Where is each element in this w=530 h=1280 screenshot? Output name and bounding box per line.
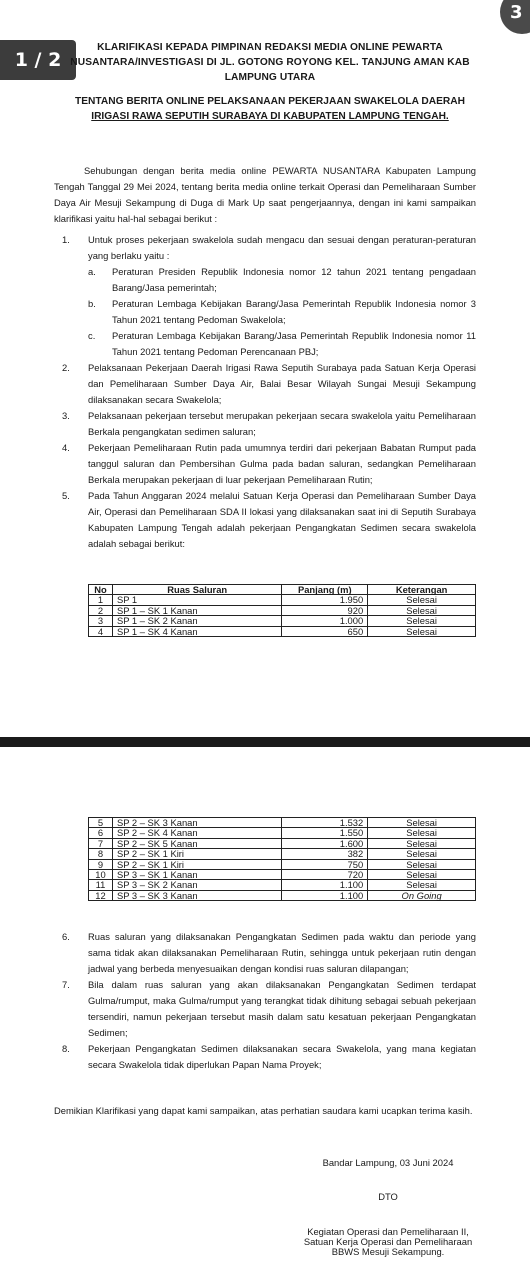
title-line: NUSANTARA/INVESTIGASI DI JL. GOTONG ROYONG KEL. TANJUNG AMAN KAB: [70, 57, 470, 68]
signature-place-date: Bandar Lampung, 03 Juni 2024: [322, 1157, 454, 1168]
cell-ruas: SP 1: [112, 595, 281, 605]
cell-ruas: SP 2 – SK 4 Kanan: [112, 828, 281, 838]
cell-no: 3: [89, 616, 113, 626]
list-number: c.: [88, 330, 96, 341]
list-number: 4.: [62, 442, 70, 453]
list-text: Bila dalam ruas saluran yang akan dilaksanakan Pengangkatan Sedimen terdapat Gulma/rumput, maka Gulma/rumput yang terangkat tidak dihitung sebagai sebuah pekerjaan tersendiri, namun pekerjaan tersebut masih dalam satu kesatuan pekerjaan Pengangkatan Sedimen;: [88, 979, 476, 1038]
sub-list: [88, 264, 476, 360]
intro-paragraph: Sehubungan dengan berita media online PEWARTA NUSANTARA Kabupaten Lampung Tengah Tanggal 29 Mei 2024, tentang berita media online terkait Operasi dan Pemeliharaan Sumber Daya Air Mesuji Sekampung di Duga di Mark Up saat pengerjaannya, dengan ini kami sampaikan klarifikasi yaitu hal-hal sebagai berikut :: [54, 165, 476, 224]
cell-ruas: SP 2 – SK 1 Kiri: [112, 859, 281, 869]
list-item: [54, 1041, 476, 1073]
cell-ruas: SP 2 – SK 1 Kiri: [112, 849, 281, 859]
list-number: a.: [88, 266, 96, 277]
subject-line-2: IRIGASI RAWA SEPUTIH SURABAYA DI KABUPATEN LAMPUNG TENGAH.: [91, 111, 449, 122]
table-row: [89, 838, 476, 848]
cell-no: 6: [89, 828, 113, 838]
table-row: [89, 605, 476, 615]
cell-keterangan: Selesai: [368, 626, 476, 636]
list-number: 7.: [62, 979, 70, 990]
cell-no: 7: [89, 838, 113, 848]
signature-line: Satuan Kerja Operasi dan Pemeliharaan: [303, 1236, 473, 1247]
list-text: Pada Tahun Anggaran 2024 melalui Satuan Kerja Operasi dan Pemeliharaan Sumber Daya Air, Operasi dan Pemeliharaan SDA II lokasi yang dilaksanakan saat ini di Seputih Surabaya Kabupaten Lampung Tengah adalah pekerjaan Pengangkatan Sedimen secara swakelola adalah sebagai berikut:: [88, 490, 476, 549]
signature-block: [290, 1227, 486, 1257]
cell-no: 1: [89, 595, 113, 605]
cell-ruas: SP 3 – SK 3 Kanan: [112, 890, 281, 900]
cell-panjang: 720: [282, 870, 368, 880]
list-text: Peraturan Presiden Republik Indonesia nomor 12 tahun 2021 tentang pengadaan Barang/Jasa pemerintah;: [112, 266, 476, 293]
page-indicator: [0, 40, 76, 80]
list-text: Pelaksanaan pekerjaan tersebut merupakan pekerjaan secara swakelola yaitu Pemeliharaan Berkala pengangkatan sedimen saluran;: [88, 410, 476, 437]
cell-panjang: 1.100: [282, 890, 368, 900]
cell-keterangan: Selesai: [368, 828, 476, 838]
cell-panjang: 920: [282, 605, 368, 615]
header-keterangan: Keterangan: [368, 585, 476, 595]
list-text: Peraturan Lembaga Kebijakan Barang/Jasa Pemerintah Republik Indonesia nomor 3 Tahun 2021 tentang Pedoman Swakelola;: [112, 298, 476, 325]
header-panjang: Panjang (m): [282, 585, 368, 595]
cell-keterangan: Selesai: [368, 605, 476, 615]
list-number: 6.: [62, 931, 70, 942]
cell-ruas: SP 1 – SK 1 Kanan: [112, 605, 281, 615]
document-title: [70, 40, 470, 85]
cell-no: 10: [89, 870, 113, 880]
cell-ruas: SP 3 – SK 1 Kanan: [112, 870, 281, 880]
points-list-continued: [54, 929, 476, 1073]
list-item: [54, 977, 476, 1041]
header-ruas: Ruas Saluran: [112, 585, 281, 595]
cell-panjang: 1.550: [282, 828, 368, 838]
cell-panjang: 1.600: [282, 838, 368, 848]
header-no: No: [89, 585, 113, 595]
cell-keterangan: Selesai: [368, 616, 476, 626]
title-line: LAMPUNG UTARA: [224, 72, 316, 83]
cell-keterangan: Selesai: [368, 838, 476, 848]
list-text: Pelaksanaan Pekerjaan Daerah Irigasi Rawa Seputih Surabaya pada Satuan Kerja Operasi dan Pemeliharaan Sumber Daya Air, Balai Besar Wilayah Sungai Mesuji Sekampung dilaksanakan secara Swakelola;: [88, 362, 476, 405]
cell-panjang: 1.950: [282, 595, 368, 605]
cell-keterangan: Selesai: [368, 595, 476, 605]
list-number: b.: [88, 298, 96, 309]
list-item: [54, 232, 476, 264]
list-text: Peraturan Lembaga Kebijakan Barang/Jasa Pemerintah Republik Indonesia nomor 11 Tahun 2021 tentang Pedoman Perencanaan PBJ;: [112, 330, 476, 357]
cell-keterangan: Selesai: [368, 849, 476, 859]
closing-paragraph: Demikian Klarifikasi yang dapat kami sampaikan, atas perhatian saudara kami ucapkan terima kasih.: [54, 1105, 473, 1116]
list-item: [88, 264, 476, 296]
document-page-2: [0, 747, 530, 1280]
cell-panjang: 750: [282, 859, 368, 869]
signature-line: BBWS Mesuji Sekampung.: [331, 1246, 445, 1257]
cell-keterangan: Selesai: [368, 859, 476, 869]
list-text: Pekerjaan Pemeliharaan Rutin pada umumnya terdiri dari pekerjaan Babatan Rumput pada tanggul saluran dan Pembersihan Gulma pada badan saluran, sedangkan Pemeliharaan Berkala merupakan pekerjaan di luar pekerjaan Pemeliharaan Rutin;: [88, 442, 476, 485]
cell-no: 5: [89, 818, 113, 828]
list-number: 5.: [62, 490, 70, 501]
table-row: [89, 859, 476, 869]
cell-panjang: 650: [282, 626, 368, 636]
table-row: [89, 880, 476, 890]
table-row: [89, 818, 476, 828]
page-separator: [0, 737, 530, 747]
list-number: 8.: [62, 1043, 70, 1054]
cell-no: 2: [89, 605, 113, 615]
sediment-table-part-1: [88, 584, 476, 637]
cell-panjang: 382: [282, 849, 368, 859]
title-line: KLARIFIKASI KEPADA PIMPINAN REDAKSI MEDIA ONLINE PEWARTA: [97, 42, 443, 53]
table-row: [89, 849, 476, 859]
table-row: [89, 595, 476, 605]
cell-no: 12: [89, 890, 113, 900]
sediment-table-part-2: [88, 817, 476, 901]
cell-no: 11: [89, 880, 113, 890]
cell-no: 8: [89, 849, 113, 859]
cell-ruas: SP 2 – SK 5 Kanan: [112, 838, 281, 848]
table-row: [89, 890, 476, 900]
page-nav-button[interactable]: [500, 0, 530, 34]
cell-keterangan: Selesai: [368, 880, 476, 890]
cell-no: 9: [89, 859, 113, 869]
document-subject: [70, 94, 470, 124]
list-number: 1.: [62, 234, 70, 245]
signature-line: Kegiatan Operasi dan Pemeliharaan II,: [307, 1226, 469, 1237]
list-item: [54, 488, 476, 552]
list-item: [88, 328, 476, 360]
cell-ruas: SP 1 – SK 2 Kanan: [112, 616, 281, 626]
table-row: [89, 870, 476, 880]
points-list: [54, 232, 476, 552]
list-item: [54, 929, 476, 977]
subject-line-1: TENTANG BERITA ONLINE PELAKSANAAN PEKERJAAN SWAKELOLA DAERAH: [75, 96, 465, 107]
table-header-row: [89, 585, 476, 595]
corner-button-label: 3: [510, 1, 523, 23]
list-item: [54, 360, 476, 408]
list-text: Ruas saluran yang dilaksanakan Pengangkatan Sedimen pada waktu dan periode yang sama tidak akan dilaksanakan Pemeliharaan Rutin, sehingga untuk pekerjaan rutin dengan jadwal yang berbeda menyesuaikan dengan kondisi ruas saluran dilapangan;: [88, 931, 476, 974]
cell-panjang: 1.100: [282, 880, 368, 890]
table-row: [89, 626, 476, 636]
signature-mark: DTO: [378, 1191, 398, 1202]
list-item: [54, 440, 476, 488]
list-text: Untuk proses pekerjaan swakelola sudah mengacu dan sesuai dengan peraturan-peraturan yang berlaku yaitu :: [88, 234, 476, 261]
cell-panjang: 1.000: [282, 616, 368, 626]
cell-keterangan: On Going: [368, 890, 476, 900]
list-number: 2.: [62, 362, 70, 373]
list-number: 3.: [62, 410, 70, 421]
cell-keterangan: Selesai: [368, 818, 476, 828]
cell-panjang: 1.532: [282, 818, 368, 828]
page-indicator-label: 1 / 2: [14, 49, 62, 71]
cell-ruas: SP 1 – SK 4 Kanan: [112, 626, 281, 636]
list-text: Pekerjaan Pengangkatan Sedimen dilaksanakan secara Swakelola, yang mana kegiatan secara Swakelola tidak diperlukan Papan Nama Proyek;: [88, 1043, 476, 1070]
cell-ruas: SP 3 – SK 2 Kanan: [112, 880, 281, 890]
list-item: [54, 408, 476, 440]
table-row: [89, 616, 476, 626]
table-row: [89, 828, 476, 838]
cell-keterangan: Selesai: [368, 870, 476, 880]
cell-no: 4: [89, 626, 113, 636]
cell-ruas: SP 2 – SK 3 Kanan: [112, 818, 281, 828]
list-item: [88, 296, 476, 328]
